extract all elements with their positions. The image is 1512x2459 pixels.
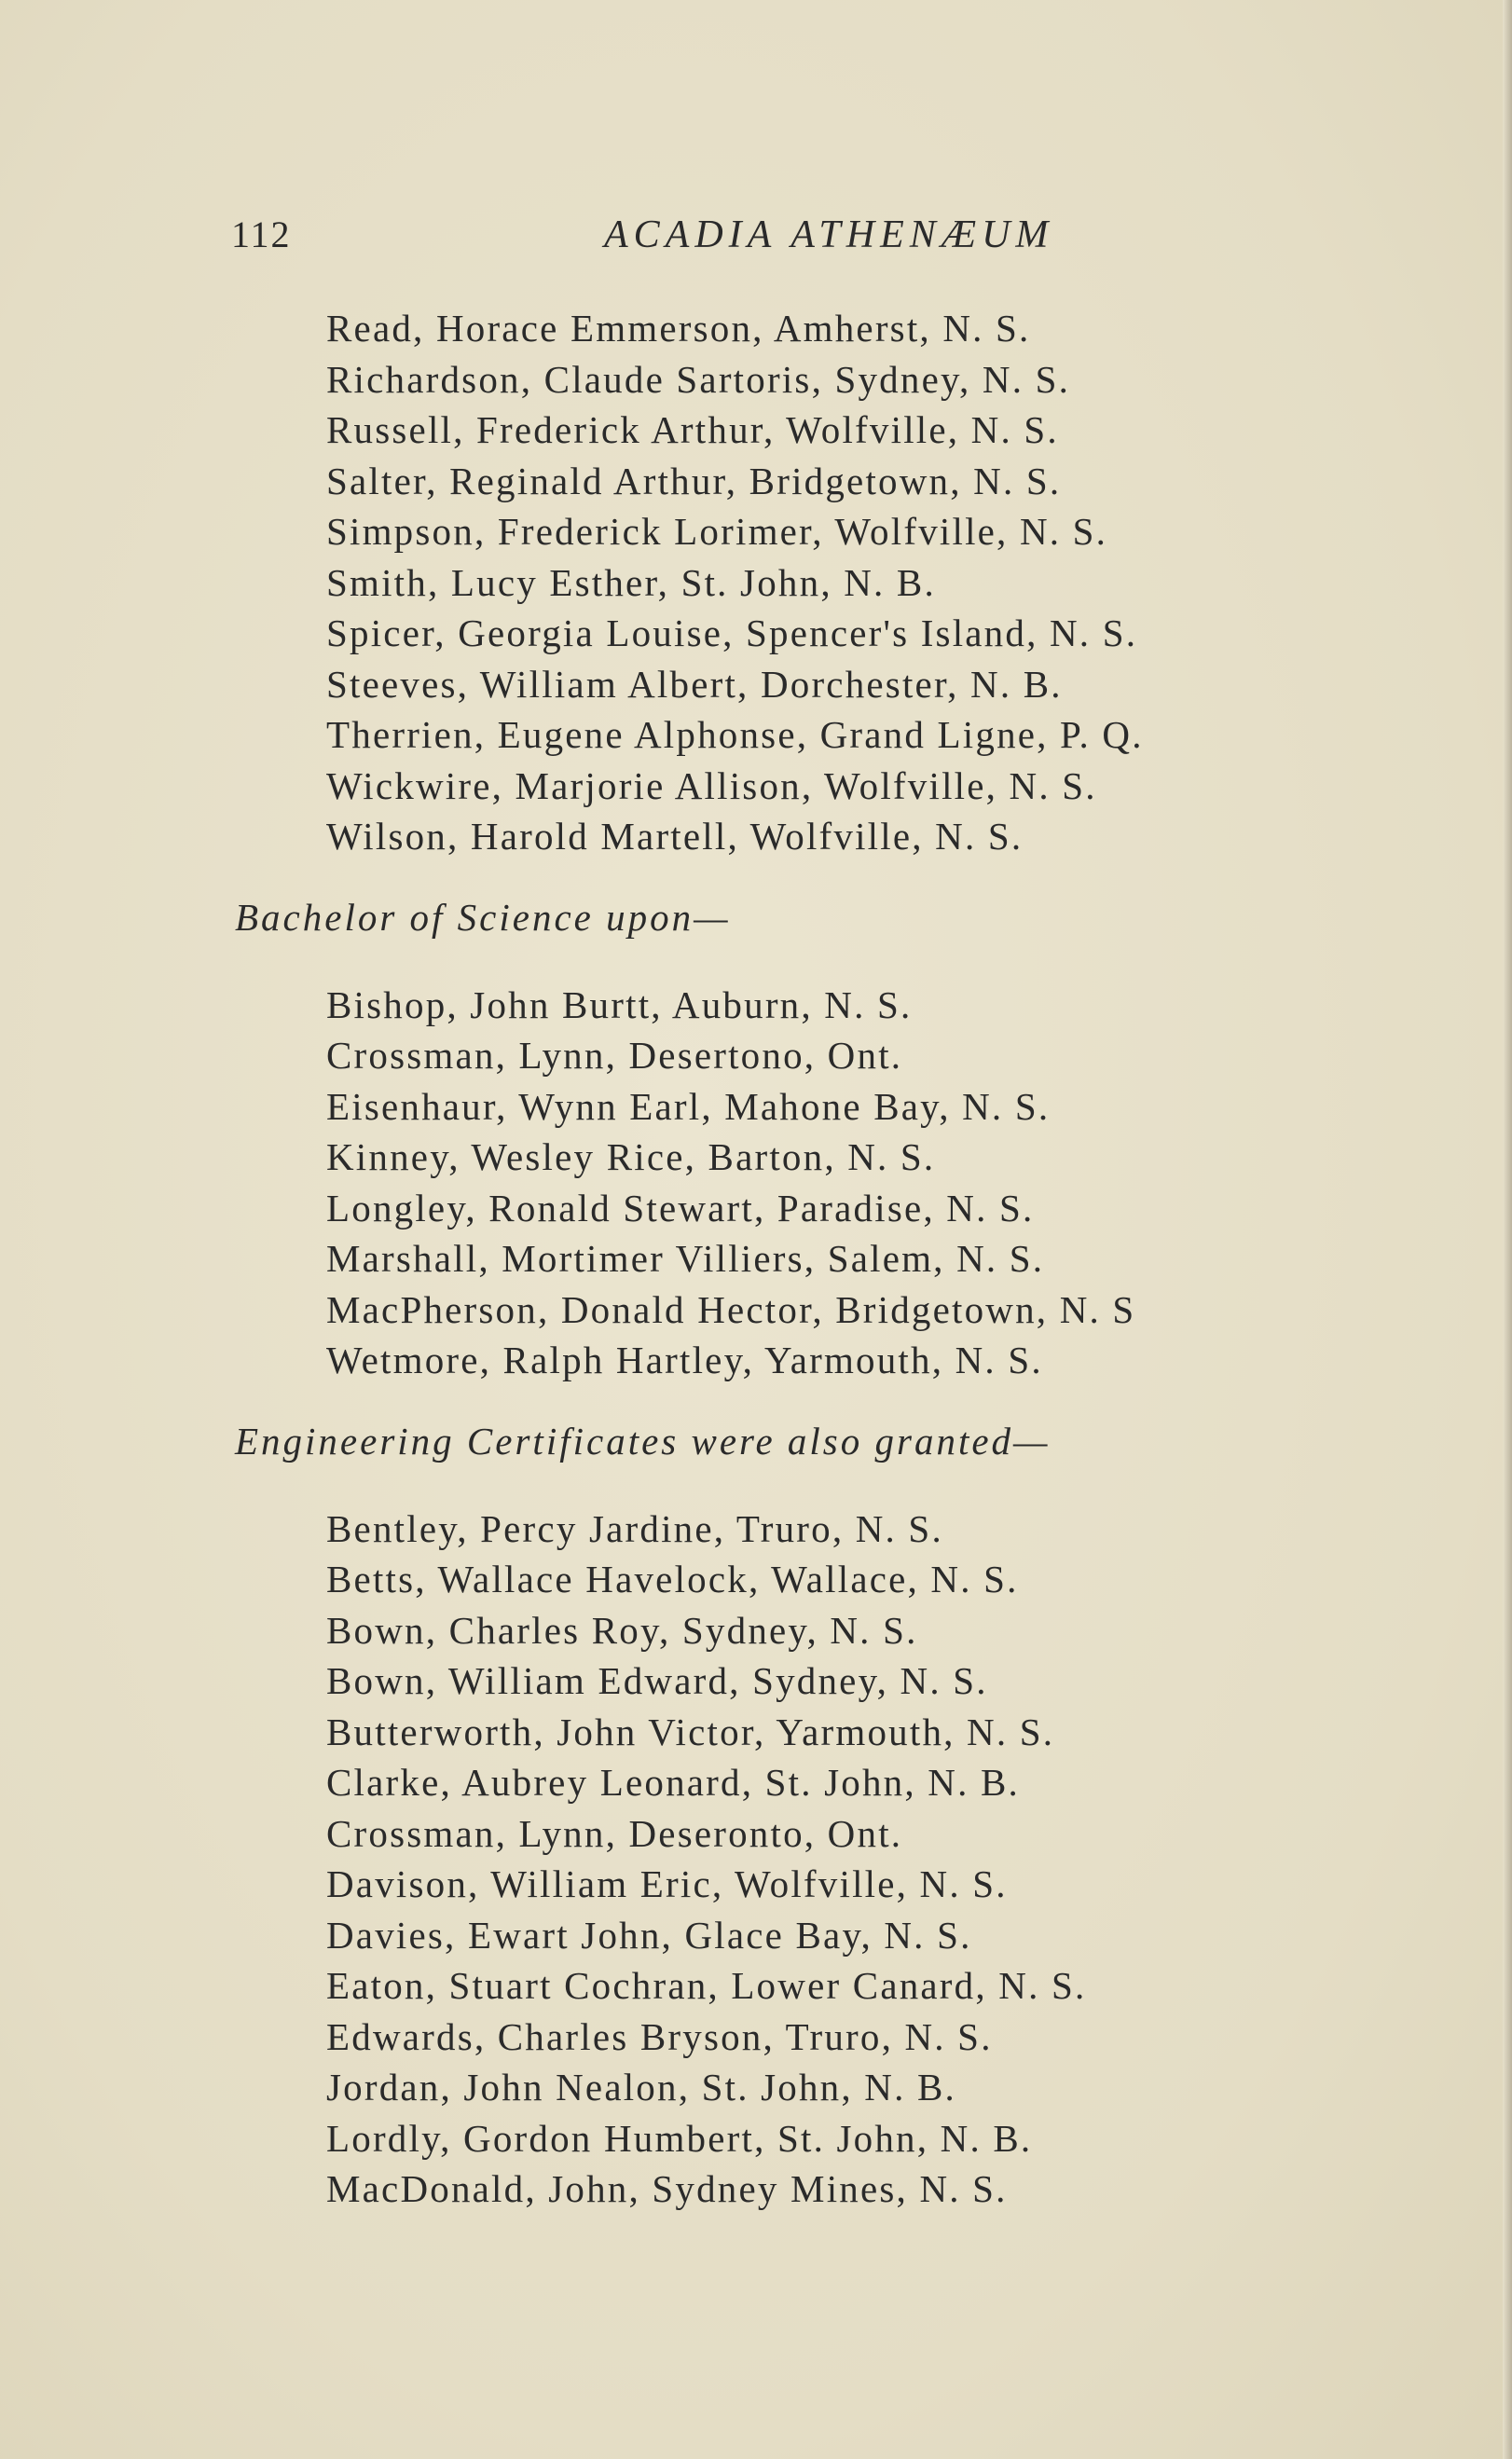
name-list	[0, 303, 1512, 862]
list-item: Simpson, Frederick Lorimer, Wolfville, N. S.	[326, 510, 1108, 553]
list-item: Davison, William Eric, Wolfville, N. S.	[326, 1862, 1008, 1905]
list-item: Jordan, John Nealon, St. John, N. B.	[326, 2066, 956, 2109]
list-item: Lordly, Gordon Humbert, St. John, N. B.	[326, 2116, 1033, 2160]
list-item: Therrien, Eugene Alphonse, Grand Ligne, P. Q.	[326, 713, 1144, 756]
list-item: Kinney, Wesley Rice, Barton, N. S.	[326, 1135, 936, 1178]
list-item: Wickwire, Marjorie Allison, Wolfville, N. S.	[326, 763, 1097, 807]
list-item: Marshall, Mortimer Villiers, Salem, N. S.	[326, 1237, 1045, 1280]
list-item: Edwards, Charles Bryson, Truro, N. S.	[326, 2014, 993, 2058]
section-heading: Engineering Certificates were also granted—	[235, 1419, 1051, 1463]
list-item: Crossman, Lynn, Desertono, Ont.	[326, 1034, 903, 1077]
name-list	[0, 980, 1512, 1386]
list-item: Richardson, Claude Sartoris, Sydney, N. S.	[326, 357, 1071, 401]
list-item: Spicer, Georgia Louise, Spencer's Island, N. S.	[326, 611, 1138, 654]
section-heading: Bachelor of Science upon—	[235, 895, 731, 939]
name-list	[0, 1504, 1512, 2215]
section-continued-list	[0, 303, 1512, 862]
list-item: Salter, Reginald Arthur, Bridgetown, N. S.	[326, 459, 1062, 502]
section-bachelor-of-science	[0, 892, 1512, 1386]
list-item: Smith, Lucy Esther, St. John, N. B.	[326, 560, 936, 604]
list-item: Wetmore, Ralph Hartley, Yarmouth, N. S.	[326, 1339, 1043, 1381]
list-item: Longley, Ronald Stewart, Paradise, N. S.	[326, 1186, 1035, 1230]
list-item: Butterworth, John Victor, Yarmouth, N. S.	[326, 1710, 1055, 1753]
section-engineering-certificates	[0, 1416, 1512, 2215]
list-item: Wilson, Harold Martell, Wolfville, N. S.	[326, 815, 1024, 858]
page-number: 112	[231, 213, 292, 255]
list-item: Bown, William Edward, Sydney, N. S.	[326, 1659, 988, 1702]
list-item: MacDonald, John, Sydney Mines, N. S.	[326, 2167, 1008, 2210]
page-body	[0, 303, 1512, 2215]
list-item: Bown, Charles Roy, Sydney, N. S.	[326, 1608, 918, 1652]
running-head: ACADIA ATHENÆUM	[604, 213, 1054, 256]
list-item: Bentley, Percy Jardine, Truro, N. S.	[326, 1506, 943, 1550]
list-item: Read, Horace Emmerson, Amherst, N. S.	[326, 307, 1031, 350]
list-item: MacPherson, Donald Hector, Bridgetown, N. S	[326, 1287, 1136, 1331]
list-item: Russell, Frederick Arthur, Wolfville, N. S.	[326, 408, 1059, 451]
list-item: Davies, Ewart John, Glace Bay, N. S.	[326, 1913, 972, 1957]
list-item: Eaton, Stuart Cochran, Lower Canard, N. S.	[326, 1964, 1087, 2007]
list-item: Steeves, William Albert, Dorchester, N. B.	[326, 662, 1063, 706]
list-item: Betts, Wallace Havelock, Wallace, N. S.	[326, 1558, 1019, 1600]
list-item: Crossman, Lynn, Deseronto, Ont.	[326, 1811, 903, 1855]
list-item: Bishop, John Burtt, Auburn, N. S.	[326, 982, 913, 1026]
page-header	[231, 213, 1163, 268]
list-item: Eisenhaur, Wynn Earl, Mahone Bay, N. S.	[326, 1084, 1051, 1128]
list-item: Clarke, Aubrey Leonard, St. John, N. B.	[326, 1761, 1020, 1804]
